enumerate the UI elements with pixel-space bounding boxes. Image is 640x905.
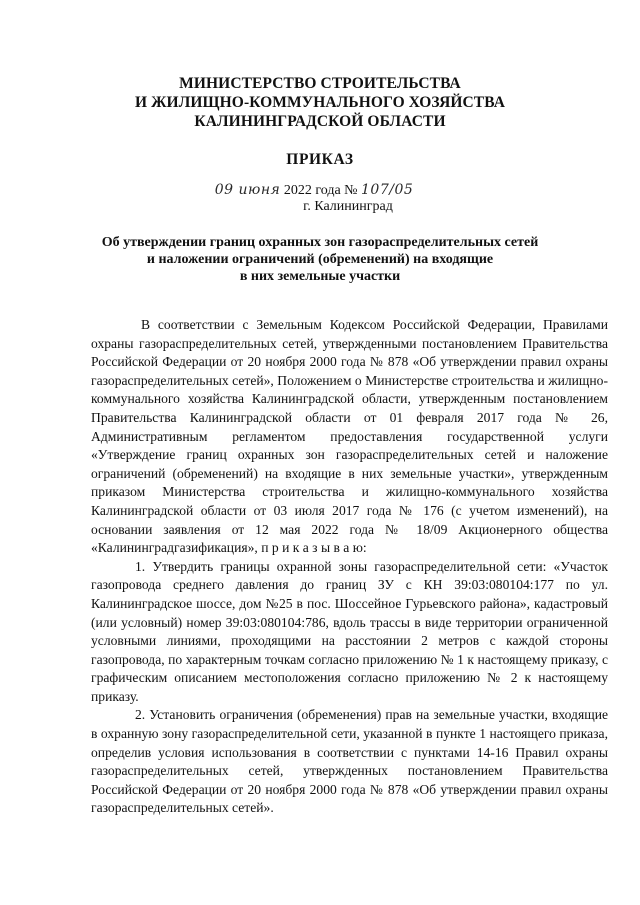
document-body — [91, 316, 608, 818]
subject-line1: Об утверждении границ охранных зон газораспределительных сетей — [101, 235, 539, 250]
ministry-name-line3: КАЛИНИНГРАДСКОЙ ОБЛАСТИ — [194, 113, 446, 130]
subject-line3: в них земельные участки — [239, 269, 401, 284]
order-item-1: 1. Утвердить границы охранной зоны газораспределительной сети: «Участок газопровода среднего давления до границ ЗУ с КН 39:03:080104:177 по ул. Калининградское шоссе, дом №25 в пос. Шоссейное Гурьевского района», кадастровый (или условный) номер 39:03:080104:786, вдоль трассы в виде территории ограниченной условными линиями, проходящими на расстоянии 2 метров с каждой стороны газопровода, по характерным точкам согласно приложению № 1 к настоящему приказу, с графическим описанием местоположения согласно приложению № 2 к настоящему приказу. — [91, 558, 608, 704]
ministry-name-line2: И ЖИЛИЩНО-КОММУНАЛЬНОГО ХОЗЯЙСТВА — [134, 94, 506, 111]
city: г. Калининград — [303, 199, 393, 214]
handwritten-date: 09 июня — [214, 182, 281, 198]
document-type: ПРИКАЗ — [286, 151, 354, 168]
subject-line2: и наложении ограничений (обременений) на входящие — [146, 252, 494, 267]
preamble-paragraph: В соответствии с Земельным Кодексом Российской Федерации, Правилами охраны газораспределительных сетей, утвержденными постановлением Правительства Российской Федерации от 20 ноября 2000 года № 878 «Об утверждении правил охраны газораспределительных сетей», Положением о Министерстве строительства и жилищно-коммунального хозяйства Калининградской области, утвержденным постановлением Правительства Калининградской области от 01 февраля 2017 года № 26, Административным регламентом предоставления государственной услуги «Утверждение границ охранных зон газораспределительных сетей и наложение ограничений (обременений) на входящие в них земельные участки», утвержденным приказом Министерства строительства и жилищно-коммунального хозяйства Калининградской области от 03 июля 2017 года № 176 (с учетом изменений), на основании заявления от 12 мая 2022 года № 18/09 Акционерного общества «Калининградгазификация», п р и к а з ы в а ю: — [91, 317, 608, 556]
handwritten-number: 107/05 — [361, 182, 414, 198]
date-year-text: 2022 года № — [283, 183, 358, 198]
ministry-name-line1: МИНИСТЕРСТВО СТРОИТЕЛЬСТВА — [179, 75, 461, 92]
order-item-2: 2. Установить ограничения (обременения) прав на земельные участки, входящие в охранную зону газораспределительной сети, указанной в пункте 1 настоящего приказа, определив условия использования в соответствии с пунктами 14-16 Правил охраны газораспределительных сетей, утвержденных постановлением Правительства Российской Федерации от 20 ноября 2000 года № 878 «Об утверждении правил охраны газораспределительных сетей». — [91, 707, 608, 816]
